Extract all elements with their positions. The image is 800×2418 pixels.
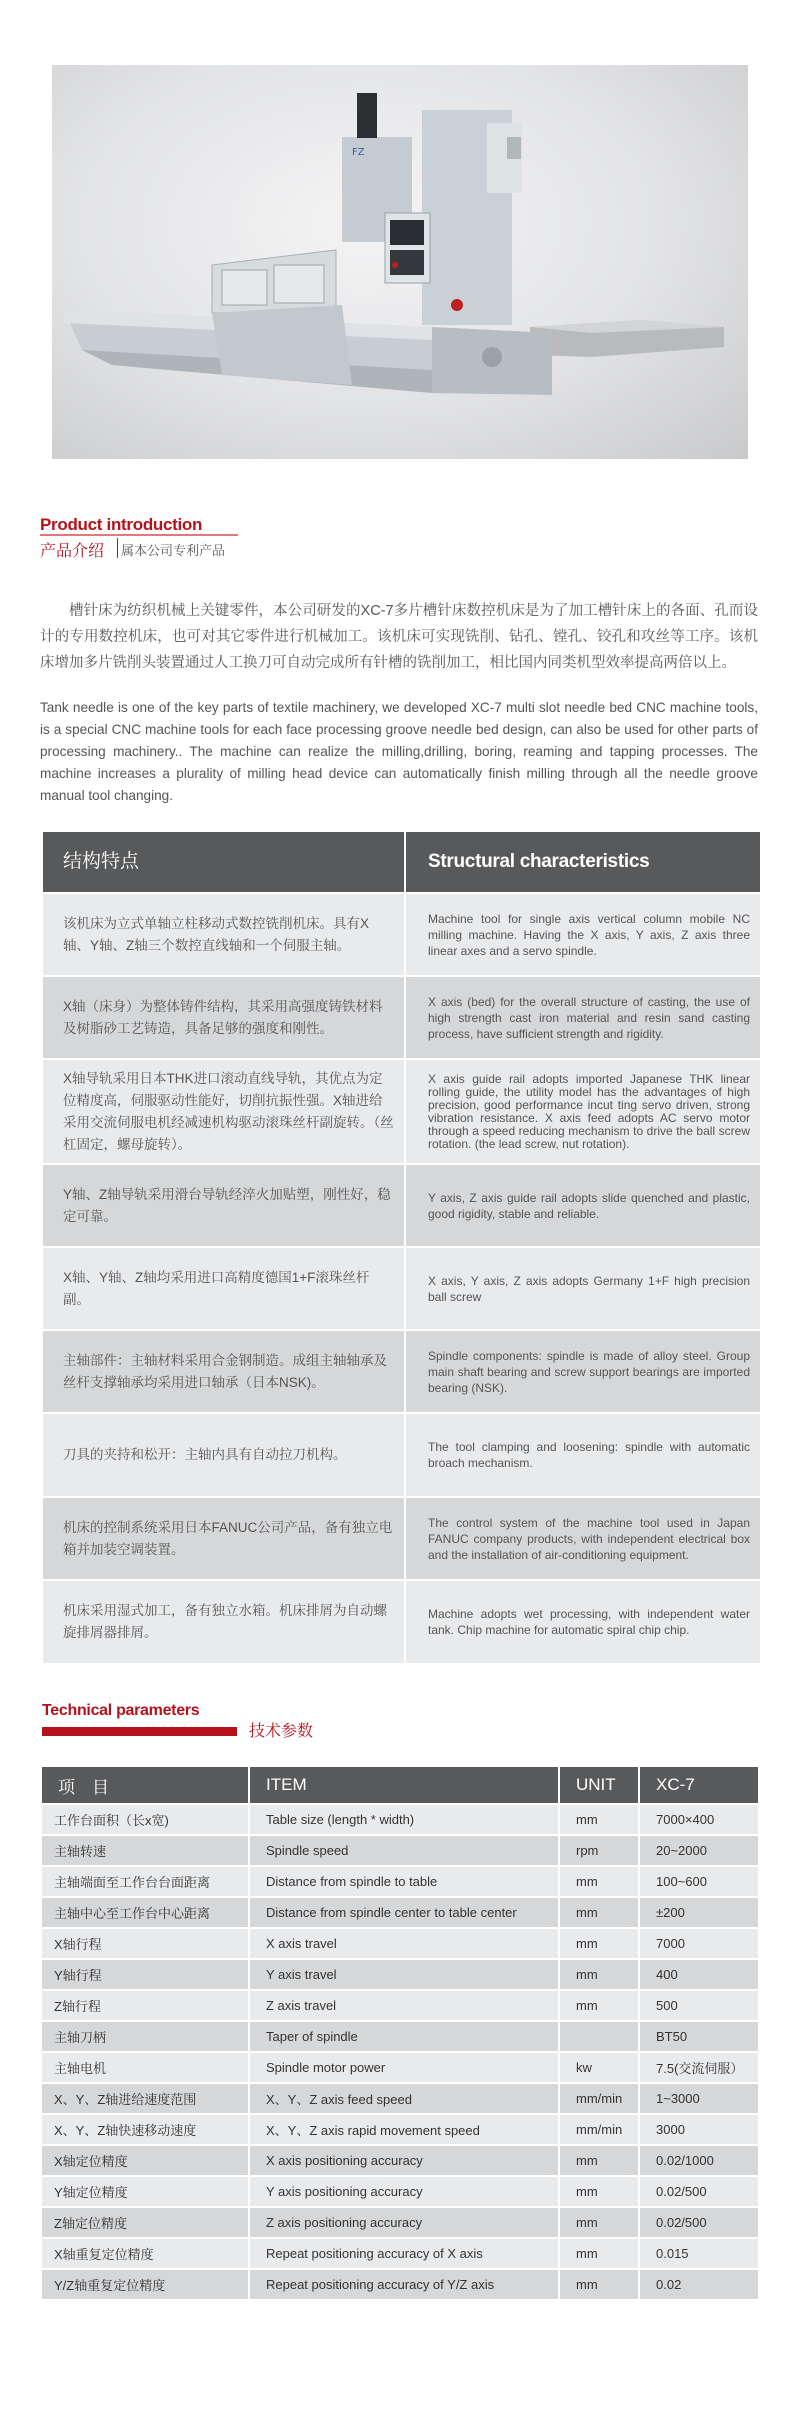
param-value: 400 (639, 1959, 759, 1990)
param-name-cn: X、Y、Z轴进给速度范围 (41, 2083, 249, 2114)
param-name-cn: 工作台面积（长x宽) (41, 1804, 249, 1835)
param-unit: mm (559, 1928, 639, 1959)
param-name-en: Repeat positioning accuracy of Y/Z axis (249, 2269, 559, 2300)
struct-header-cn: 结构特点 (43, 832, 406, 892)
param-unit: mm (559, 2207, 639, 2238)
param-value: 3000 (639, 2114, 759, 2145)
param-name-en: Z axis travel (249, 1990, 559, 2021)
struct-row (43, 1248, 760, 1331)
struct-cell-cn: X轴、Y轴、Z轴均采用进口高精度德国1+F滚珠丝杆副。 (43, 1248, 406, 1329)
struct-cell-en: Machine adopts wet processing, with independent water tank. Chip machine for automatic spiral chip chip. (428, 1607, 750, 1637)
intro-paragraph-cn: 槽针床为纺织机械上关键零件，本公司研发的XC-7多片槽针床数控机床是为了加工槽针床上的各面、孔而设计的专用数控机床，也可对其它零件进行机械加工。该机床可实现铣削、钻孔、镗孔、铰孔和攻丝等工序。该机床增加多片铣削头装置通过人工换刀可自动完成所有针槽的铣削加工，相比国内同类机型效率提高两倍以上。 (40, 603, 758, 671)
param-name-cn: Y轴行程 (41, 1959, 249, 1990)
struct-row (43, 1498, 760, 1581)
param-unit: mm/min (559, 2083, 639, 2114)
param-unit: mm (559, 1990, 639, 2021)
param-row (41, 1897, 759, 1928)
param-unit: mm (559, 2269, 639, 2300)
cnc-machine-illustration (52, 65, 748, 459)
intro-title-underline (40, 534, 238, 536)
param-name-en: Distance from spindle to table (249, 1866, 559, 1897)
struct-cell-cn: 机床的控制系统采用日本FANUC公司产品，备有独立电箱并加装空调装置。 (43, 1498, 406, 1579)
param-name-en: X、Y、Z axis feed speed (249, 2083, 559, 2114)
param-unit (559, 2021, 639, 2052)
param-unit: kw (559, 2052, 639, 2083)
param-name-en: Distance from spindle center to table center (249, 1897, 559, 1928)
param-row (41, 1804, 759, 1835)
intro-paragraph-en: Tank needle is one of the key parts of textile machinery, we developed XC-7 multi slot needle bed CNC machine tools, is a special CNC machine tools for each face processing groove needle bed design, can also be used for other parts of processing machinery.. The machine can realize the milling,drilling, boring, reaming and tapping processes. The machine increases a plurality of milling head device can automatically finish milling through all the needle groove manual tool changing. (40, 700, 758, 803)
header-model: XC-7 (639, 1766, 759, 1804)
param-unit: mm (559, 1959, 639, 1990)
params-title-en: Technical parameters (42, 1702, 200, 1719)
struct-row (43, 1060, 760, 1165)
struct-cell-en: Y axis, Z axis guide rail adopts slide quenched and plastic, good rigidity, stable and reliable. (428, 1190, 750, 1221)
param-name-cn: 主轴中心至工作台中心距离 (41, 1897, 249, 1928)
param-row (41, 1959, 759, 1990)
intro-title-cn: 产品介绍 (40, 543, 105, 560)
param-row (41, 1928, 759, 1959)
param-value: 0.02/1000 (639, 2145, 759, 2176)
header-unit: UNIT (559, 1766, 639, 1804)
param-unit: mm/min (559, 2114, 639, 2145)
struct-row (43, 894, 760, 977)
param-name-en: Repeat positioning accuracy of X axis (249, 2238, 559, 2269)
param-name-en: Spindle motor power (249, 2052, 559, 2083)
param-name-cn: X轴定位精度 (41, 2145, 249, 2176)
param-value: 0.02/500 (639, 2176, 759, 2207)
param-row (41, 2083, 759, 2114)
param-name-cn: Y/Z轴重复定位精度 (41, 2269, 249, 2300)
struct-cell-cn: 刀具的夹持和松开：主轴内具有自动拉刀机构。 (43, 1414, 406, 1496)
param-value: 0.02 (639, 2269, 759, 2300)
param-row (41, 2052, 759, 2083)
struct-cell-en: Spindle components: spindle is made of alloy steel. Group main shaft bearing and screw support bearings are imported bearing (NSK). (428, 1348, 750, 1395)
product-photo (52, 65, 748, 459)
struct-row (43, 1331, 760, 1414)
param-value: 1~3000 (639, 2083, 759, 2114)
param-name-cn: Y轴定位精度 (41, 2176, 249, 2207)
machine-logo-mark: FZ (352, 147, 365, 158)
param-value: 7000 (639, 1928, 759, 1959)
param-value: 500 (639, 1990, 759, 2021)
struct-row (43, 1165, 760, 1248)
param-row (41, 2114, 759, 2145)
param-name-en: X、Y、Z axis rapid movement speed (249, 2114, 559, 2145)
param-unit: rpm (559, 1835, 639, 1866)
param-value: ±200 (639, 1897, 759, 1928)
param-value: 7000×400 (639, 1804, 759, 1835)
intro-title-en: Product introduction (40, 515, 203, 534)
param-name-cn: Z轴定位精度 (41, 2207, 249, 2238)
param-row (41, 2145, 759, 2176)
param-name-cn: 主轴转速 (41, 1835, 249, 1866)
param-name-en: Taper of spindle (249, 2021, 559, 2052)
param-unit: mm (559, 2145, 639, 2176)
struct-cell-en: Machine tool for single axis vertical column mobile NC milling machine. Having the X axis, Y axis, Z axis three linear axes and a servo spindle. (428, 911, 750, 958)
param-unit: mm (559, 2238, 639, 2269)
param-unit: mm (559, 1897, 639, 1928)
param-name-en: Y axis travel (249, 1959, 559, 1990)
param-name-en: X axis positioning accuracy (249, 2145, 559, 2176)
param-row (41, 2238, 759, 2269)
param-name-cn: Z轴行程 (41, 1990, 249, 2021)
param-name-cn: 主轴刀柄 (41, 2021, 249, 2052)
param-name-en: X axis travel (249, 1928, 559, 1959)
params-title-bar (42, 1727, 237, 1736)
params-title-cn: 技术参数 (249, 1723, 314, 1740)
struct-row (43, 1414, 760, 1498)
struct-cell-en: X axis (bed) for the overall structure of casting, the use of high strength cast iron material and resin sand casting process, have sufficient strength and rigidity. (428, 994, 750, 1041)
param-name-cn: X轴行程 (41, 1928, 249, 1959)
header-item-cn: 项 目 (41, 1766, 249, 1804)
param-name-cn: 主轴端面至工作台台面距离 (41, 1866, 249, 1897)
struct-cell-cn: 主轴部件：主轴材料采用合金钢制造。成组主轴轴承及丝杆支撑轴承均采用进口轴承（日本NSK)。 (43, 1331, 406, 1412)
params-header-row (41, 1766, 759, 1804)
param-row (41, 1835, 759, 1866)
param-name-cn: X轴重复定位精度 (41, 2238, 249, 2269)
param-row (41, 1990, 759, 2021)
struct-cell-en: The control system of the machine tool used in Japan FANUC company products, with independent electrical box and the installation of air-conditioning equipment. (428, 1515, 750, 1562)
technical-parameters-table (40, 1765, 760, 2301)
param-unit: mm (559, 2176, 639, 2207)
param-name-en: Spindle speed (249, 1835, 559, 1866)
param-row (41, 1866, 759, 1897)
param-name-cn: X、Y、Z轴快速移动速度 (41, 2114, 249, 2145)
param-name-en: Y axis positioning accuracy (249, 2176, 559, 2207)
struct-cell-cn: Y轴、Z轴导轨采用滑台导轨经淬火加贴塑，刚性好，稳定可靠。 (43, 1165, 406, 1246)
struct-cell-cn: 机床采用湿式加工，备有独立水箱。机床排屑为自动螺旋排屑器排屑。 (43, 1581, 406, 1663)
param-row (41, 2176, 759, 2207)
param-value: 0.015 (639, 2238, 759, 2269)
param-row (41, 2021, 759, 2052)
struct-row (43, 1581, 760, 1663)
param-unit: mm (559, 1866, 639, 1897)
param-value: 20~2000 (639, 1835, 759, 1866)
param-row (41, 2207, 759, 2238)
param-value: BT50 (639, 2021, 759, 2052)
param-name-en: Table size (length * width) (249, 1804, 559, 1835)
struct-row (43, 977, 760, 1060)
param-name-en: Z axis positioning accuracy (249, 2207, 559, 2238)
param-value: 100~600 (639, 1866, 759, 1897)
struct-cell-cn: X轴（床身）为整体铸件结构，其采用高强度铸铁材料及树脂砂工艺铸造，具备足够的强度和刚性。 (43, 977, 406, 1058)
struct-cell-en: The tool clamping and loosening: spindle with automatic broach mechanism. (428, 1440, 750, 1470)
structural-characteristics-table (43, 832, 760, 1663)
param-value: 7.5(交流伺服） (639, 2052, 759, 2083)
intro-subtitle: 属本公司专利产品 (121, 544, 226, 559)
struct-cell-cn: 该机床为立式单轴立柱移动式数控铣削机床。具有X轴、Y轴、Z轴三个数控直线轴和一个伺服主轴。 (43, 894, 406, 975)
title-divider (117, 538, 118, 558)
param-row (41, 2269, 759, 2300)
struct-cell-cn: X轴导轨采用日本THK进口滚动直线导轨，其优点为定位精度高，伺服驱动性能好，切削抗振性强。X轴进给采用交流伺服电机经减速机构驱动滚珠丝杆副旋转。（丝杠固定，螺母旋转）。 (43, 1060, 406, 1163)
struct-cell-en: X axis guide rail adopts imported Japanese THK linear rolling guide, the utility model has the advantages of high precision, good performance incut ting servo driven, strong vibration resistance. X axis feed adopts AC servo motor through a speed reducing mechanism to drive the ball screw rotation. (the lead screw, nut rotation). (428, 1071, 750, 1151)
struct-header-row (43, 832, 760, 894)
header-item-en: ITEM (249, 1766, 559, 1804)
struct-cell-en: X axis, Y axis, Z axis adopts Germany 1+F high precision ball screw (428, 1273, 750, 1304)
struct-header-en: Structural characteristics (428, 851, 650, 872)
param-name-cn: 主轴电机 (41, 2052, 249, 2083)
param-value: 0.02/500 (639, 2207, 759, 2238)
param-unit: mm (559, 1804, 639, 1835)
